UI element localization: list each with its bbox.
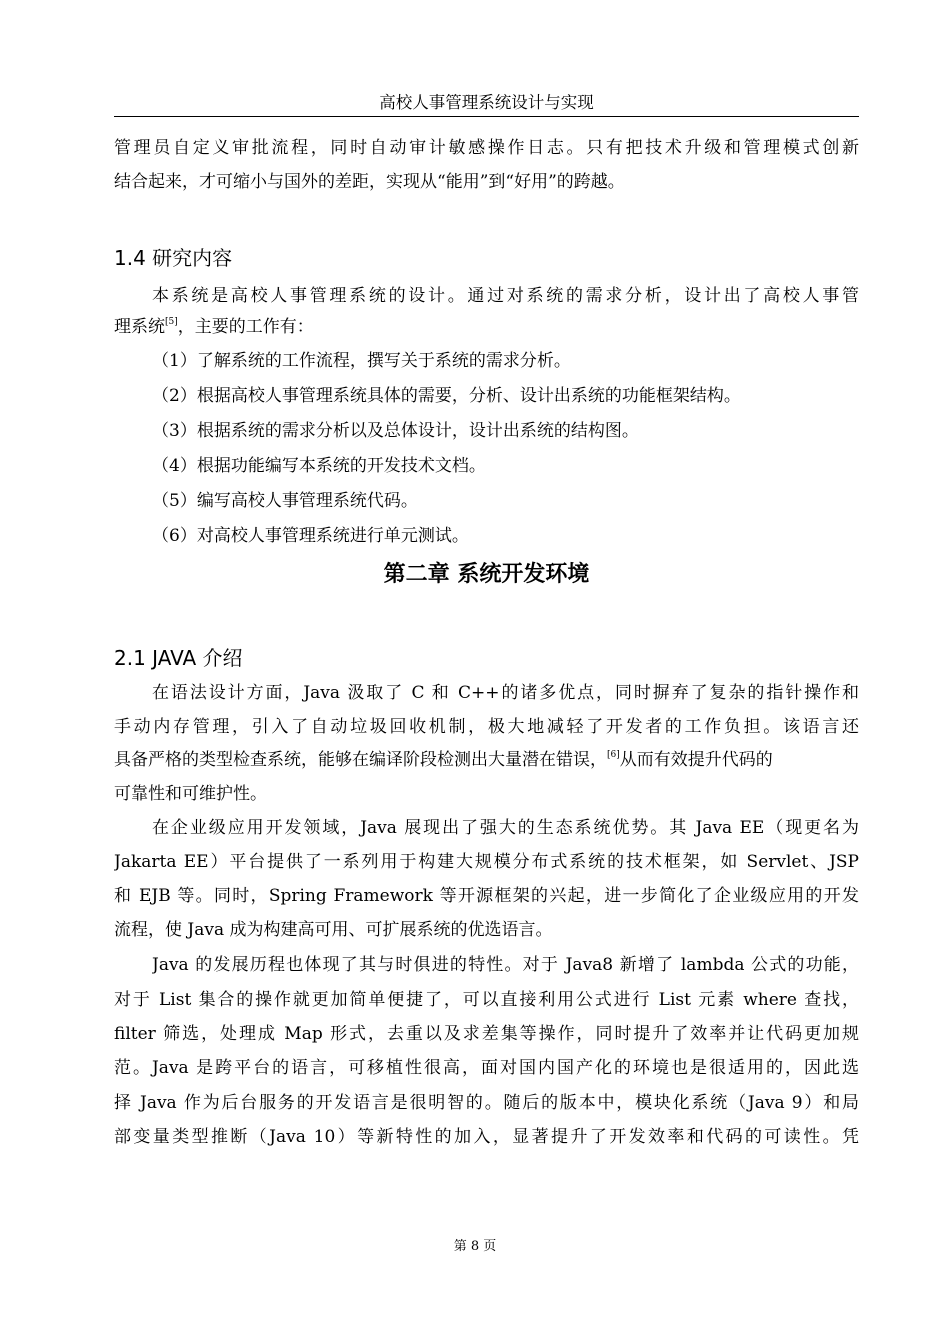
section-heading-2-1: 2.1 JAVA 介绍 bbox=[114, 646, 243, 670]
citation-ref: [6] bbox=[607, 750, 620, 760]
body-line: 管理员自定义审批流程，同时自动审计敏感操作日志。只有把技术升级和管理模式创新 bbox=[114, 138, 859, 158]
body-line: 对于 List 集合的操作就更加简单便捷了，可以直接利用公式进行 List 元素 where 查找， bbox=[114, 990, 859, 1010]
body-line: 择 Java 作为后台服务的开发语言是很明智的。随后的版本中，模块化系统（Java 9）和局 bbox=[114, 1093, 859, 1113]
page-number: 第 8 页 bbox=[453, 1239, 497, 1254]
body-line: 在企业级应用开发领域，Java 展现出了强大的生态系统优势。其 Java EE（现更名为 bbox=[152, 818, 859, 838]
body-line: 范。Java 是跨平台的语言，可移植性很高，面对国内国产化的环境也是很适用的，因此选 bbox=[114, 1058, 859, 1078]
list-item: （5）编写高校人事管理系统代码。 bbox=[152, 491, 418, 511]
text-run: ，主要的工作有： bbox=[177, 317, 314, 337]
body-line: 流程，使 Java 成为构建高可用、可扩展系统的优选语言。 bbox=[114, 920, 553, 940]
body-line: 部变量类型推断（Java 10）等新特性的加入，显著提升了开发效率和代码的可读性。凭 bbox=[114, 1127, 859, 1147]
text-run: 具备严格的类型检查系统，能够在编译阶段检测出大量潜在错误， bbox=[114, 750, 607, 770]
list-item: （2）根据高校人事管理系统具体的需要，分析、设计出系统的功能框架结构。 bbox=[152, 386, 741, 406]
list-item: （6）对高校人事管理系统进行单元测试。 bbox=[152, 526, 469, 546]
citation-ref: [5] bbox=[165, 317, 178, 327]
list-item: （1）了解系统的工作流程，撰写关于系统的需求分析。 bbox=[152, 351, 571, 371]
body-line: 本系统是高校人事管理系统的设计。通过对系统的需求分析，设计出了高校人事管 bbox=[152, 286, 859, 306]
body-line bbox=[114, 745, 859, 775]
header-divider bbox=[114, 116, 859, 117]
body-line: 和 EJB 等。同时，Spring Framework 等开源框架的兴起，进一步简化了企业级应用的开发 bbox=[114, 886, 859, 906]
text-run: 从而有效提升代码的 bbox=[619, 750, 773, 770]
body-line: 手动内存管理，引入了自动垃圾回收机制，极大地减轻了开发者的工作负担。该语言还 bbox=[114, 717, 859, 737]
section-heading-1-4: 1.4 研究内容 bbox=[114, 246, 233, 270]
body-line: Java 的发展历程也体现了其与时俱进的特性。对于 Java8 新增了 lambda 公式的功能， bbox=[152, 955, 859, 975]
body-line: 在语法设计方面，Java 汲取了 C 和 C++的诸多优点，同时摒弃了复杂的指针操作和 bbox=[152, 683, 859, 703]
body-line: Jakarta EE）平台提供了一系列用于构建大规模分布式系统的技术框架，如 Servlet、JSP bbox=[114, 852, 859, 872]
body-line: filter 筛选，处理成 Map 形式，去重以及求差集等操作，同时提升了效率并让代码更加规 bbox=[114, 1024, 859, 1044]
body-line bbox=[114, 312, 859, 342]
list-item: （3）根据系统的需求分析以及总体设计，设计出系统的结构图。 bbox=[152, 421, 639, 441]
body-line: 可靠性和可维护性。 bbox=[114, 784, 267, 804]
list-item: （4）根据功能编写本系统的开发技术文档。 bbox=[152, 456, 486, 476]
chapter-title: 第二章 系统开发环境 bbox=[383, 562, 590, 587]
text-run: 理系统 bbox=[114, 317, 165, 337]
running-header: 高校人事管理系统设计与实现 bbox=[379, 93, 594, 112]
body-line: 结合起来，才可缩小与国外的差距，实现从“能用”到“好用”的跨越。 bbox=[114, 172, 625, 192]
